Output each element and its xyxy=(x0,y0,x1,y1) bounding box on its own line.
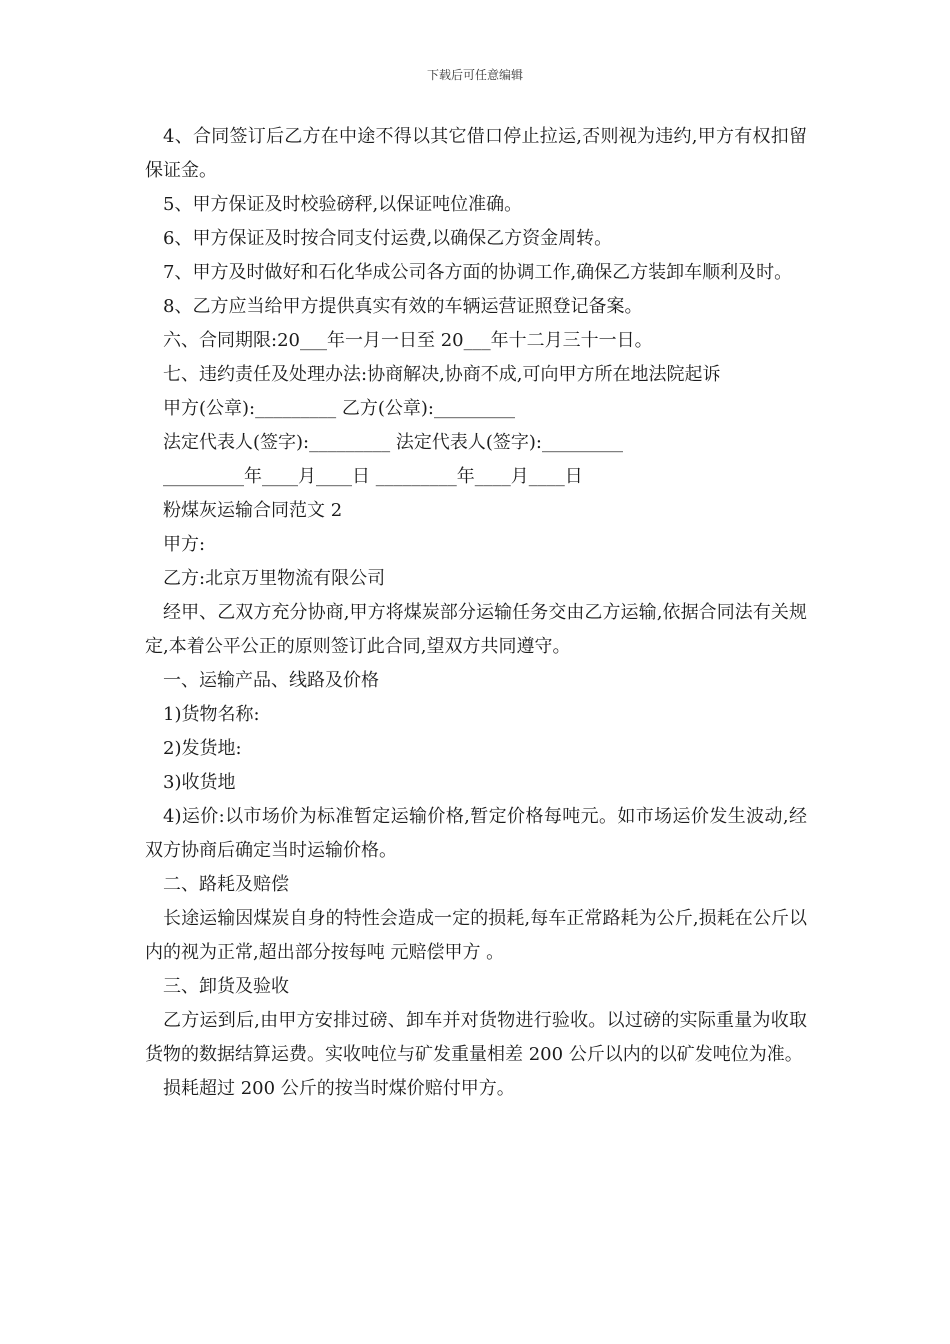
paragraph-liability: 七、违约责任及处理办法:协商解决,协商不成,可向甲方所在地法院起诉 xyxy=(163,364,721,385)
signature-seals: 甲方(公章):_________ 乙方(公章):_________ xyxy=(163,398,515,419)
signature-dates: _________年____月____日 _________年____月____日 xyxy=(163,466,583,487)
party-a: 甲方: xyxy=(163,534,206,555)
paragraph-loss-compensation: 长途运输因煤炭自身的特性会造成一定的损耗,每车正常路耗为公斤,损耗在公斤以内的视为正常,超出部分按每吨 元赔偿甲方 。 xyxy=(145,908,807,963)
document-body xyxy=(145,120,807,1106)
item-destination: 3)收货地 xyxy=(163,772,236,793)
paragraph-clause-7: 7、甲方及时做好和石化华成公司各方面的协调工作,确保乙方装卸车顺利及时。 xyxy=(163,262,793,283)
paragraph-clause-6: 6、甲方保证及时按合同支付运费,以确保乙方资金周转。 xyxy=(163,228,613,249)
paragraph-clause-5: 5、甲方保证及时校验磅秤,以保证吨位准确。 xyxy=(163,194,523,215)
paragraph-contract-term: 六、合同期限:20___年一月一日至 20___年十二月三十一日。 xyxy=(163,330,653,351)
paragraph-excess-loss: 损耗超过 200 公斤的按当时煤价赔付甲方。 xyxy=(163,1078,515,1099)
party-b: 乙方:北京万里物流有限公司 xyxy=(163,568,386,589)
paragraph-clause-8: 8、乙方应当给甲方提供真实有效的车辆运营证照登记备案。 xyxy=(163,296,643,317)
section-title-sample-2: 粉煤灰运输合同范文 2 xyxy=(163,500,343,521)
item-freight-rate: 4)运价:以市场价为标准暂定运输价格,暂定价格每吨元。如市场运价发生波动,经双方协商后确定当时运输价格。 xyxy=(145,806,807,861)
paragraph-clause-4: 4、合同签订后乙方在中途不得以其它借口停止拉运,否则视为违约,甲方有权扣留保证金。 xyxy=(145,126,807,181)
page-header: 下载后可任意编辑 xyxy=(426,68,523,82)
item-goods-name: 1)货物名称: xyxy=(163,704,260,725)
signature-representatives: 法定代表人(签字):_________ 法定代表人(签字):_________ xyxy=(163,432,623,453)
heading-section-3: 三、卸货及验收 xyxy=(163,976,289,997)
heading-section-1: 一、运输产品、线路及价格 xyxy=(163,670,379,691)
paragraph-preamble: 经甲、乙双方充分协商,甲方将煤炭部分运输任务交由乙方运输,依据合同法有关规定,本着公平公正的原则签订此合同,望双方共同遵守。 xyxy=(145,602,807,657)
heading-section-2: 二、路耗及赔偿 xyxy=(163,874,289,895)
paragraph-unloading-inspection: 乙方运到后,由甲方安排过磅、卸车并对货物进行验收。以过磅的实际重量为收取货物的数据结算运费。实收吨位与矿发重量相差 200 公斤以内的以矿发吨位为准。 xyxy=(145,1010,807,1065)
item-origin: 2)发货地: xyxy=(163,738,242,759)
